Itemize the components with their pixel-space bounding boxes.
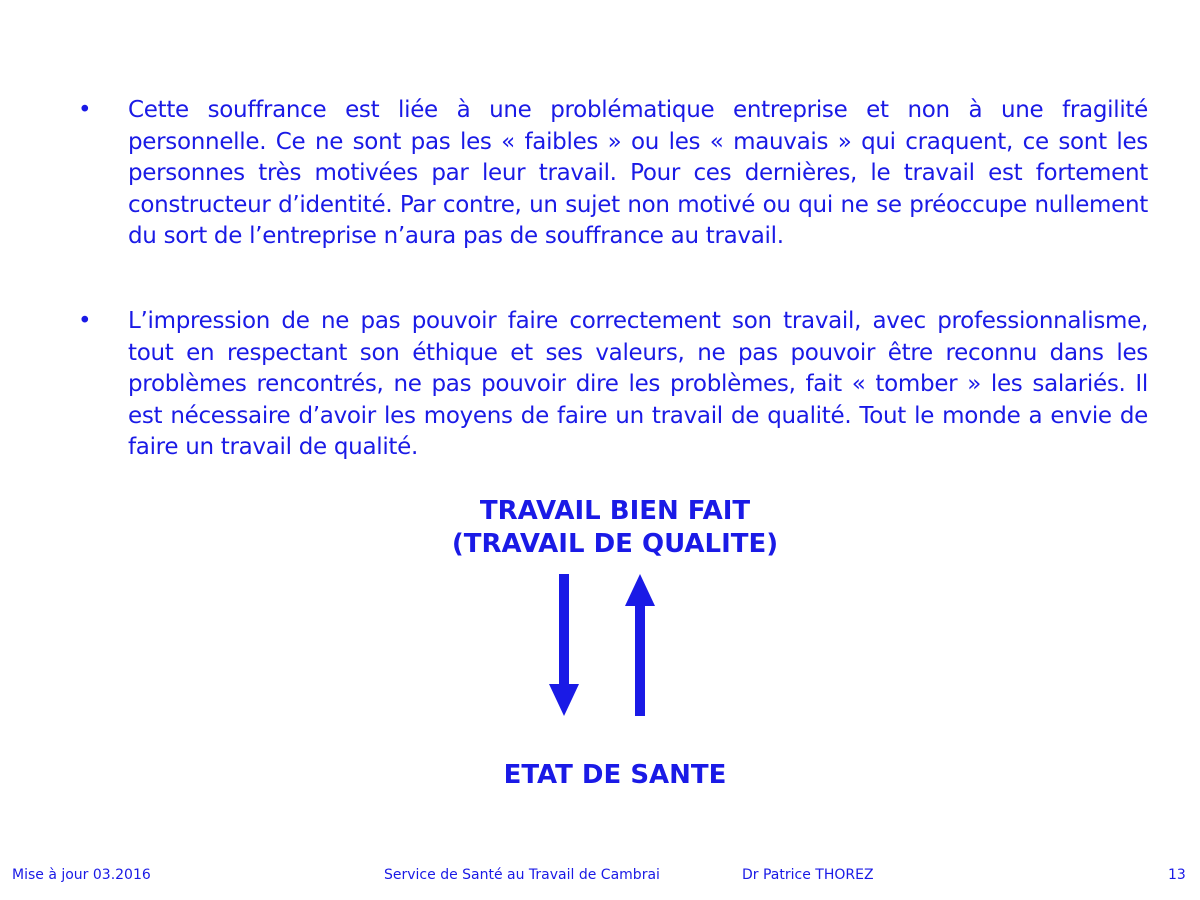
- bullet-item-1: [78, 95, 1148, 253]
- bidirectional-arrows: [540, 570, 680, 720]
- footer-update-date: Mise à jour 03.2016: [12, 867, 151, 883]
- bullet-item-2: [78, 306, 1148, 464]
- diagram-top-label-line2: (TRAVAIL DE QUALITE): [451, 529, 779, 559]
- footer-page-number: 13: [1168, 867, 1186, 883]
- bullet-text-1: Cette souffrance est liée à une problématique entreprise et non à une fragilité personnelle. Ce ne sont pas les « faibles » ou les « mauvais » qui craquent, ce sont les personnes très motivées par leur travail. Pour ces dernières, le travail est fortement constructeur d’identité. Par contre, un sujet non motivé ou qui ne se préoccupe nullement du sort de l’entreprise n’aura pas de souffrance au travail.: [128, 97, 1148, 249]
- footer-service-name: Service de Santé au Travail de Cambrai: [384, 867, 660, 883]
- arrow-up-icon: [625, 574, 655, 716]
- bullet-icon: •: [78, 308, 92, 334]
- diagram-bottom-label: ETAT DE SANTE: [503, 760, 727, 790]
- footer-author: Dr Patrice THOREZ: [742, 867, 874, 883]
- arrow-down-icon: [549, 574, 579, 716]
- diagram-top-label-line1: TRAVAIL BIEN FAIT: [479, 496, 751, 526]
- bullet-text-2: L’impression de ne pas pouvoir faire correctement son travail, avec professionnalisme, tout en respectant son éthique et ses valeurs, ne pas pouvoir être reconnu dans les problèmes rencontrés, ne pas pouvoir dire les problèmes, fait « tomber » les salariés. Il est nécessaire d’avoir les moyens de faire un travail de qualité. Tout le monde a envie de faire un travail de qualité.: [128, 308, 1148, 460]
- bullet-icon: •: [78, 97, 92, 123]
